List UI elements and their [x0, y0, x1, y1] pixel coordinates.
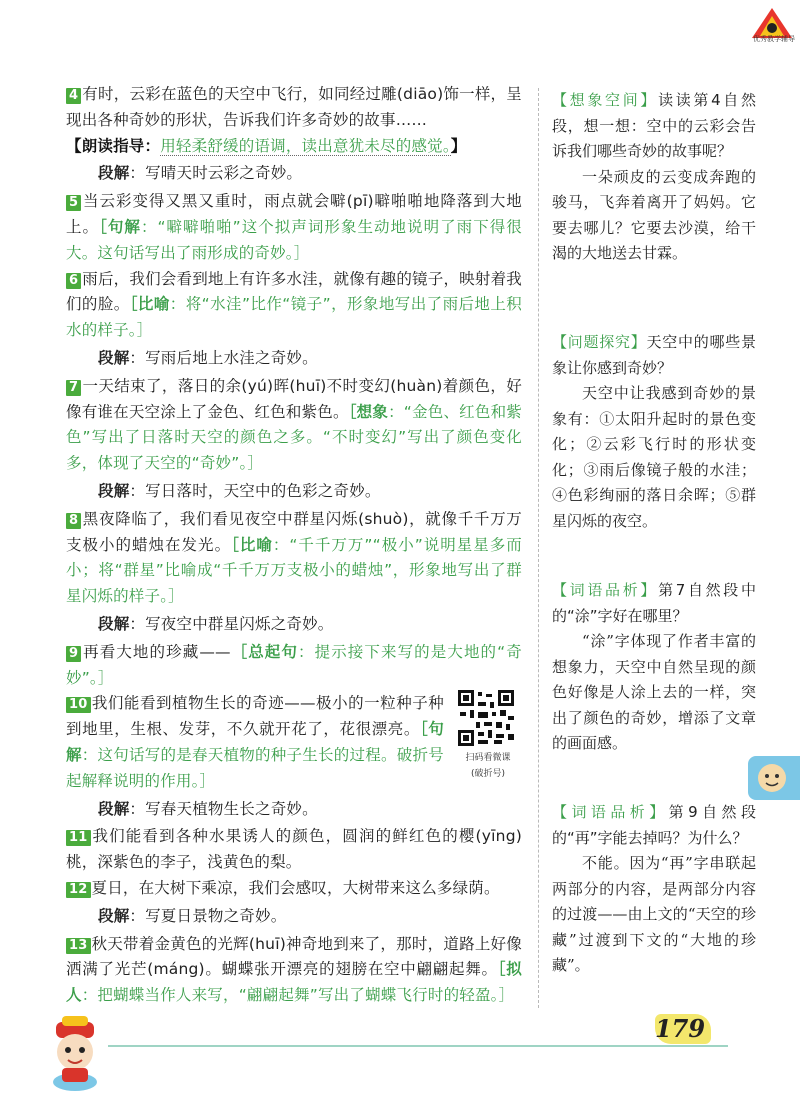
section-summary: 段解：写晴天时云彩之奇妙。	[98, 164, 303, 183]
paragraph-6: 6 雨后，我们会看到地上有许多水洼，就像有趣的镜子，映射着我们的脸。［比喻：将“水洼”比作“镜子”，形象地写出了雨后地上积水的样子。］	[66, 269, 522, 340]
footer-line	[108, 1045, 728, 1047]
paragraph-8: 8 黑夜降临了，我们看见夜空中群星闪烁(shuò)，就像千千万万支极小的蜡烛在发光。［比喻：“千千万万”“极小”说明星星多而小；将“群星”比喻成“千千万万支极小的蜡烛”，形象地写出了群星闪烁的样子。］	[66, 509, 522, 606]
paragraph-12: 12 夏日，在大树下乘凉，我们会感叹，大树带来这么多绿荫。	[66, 876, 522, 902]
paragraph-13: 13 秋天带着金黄色的光辉(huī)神奇地到来了，那时，道路上好像洒满了光芒(máng)。蝴蝶张开漂亮的翅膀在空中翩翩起舞。［拟人：把蝴蝶当作人来写，“翩翩起舞”写出了蝴蝶飞行时的轻盈。］	[66, 934, 522, 1005]
paragraph-5: 5 当云彩变得又黑又重时，雨点就会噼(pī)噼啪啪地降落到大地上。［句解：“噼噼啪啪”这个拟声词形象生动地说明了雨下得很大。这句话写出了雨形成的奇妙。］	[66, 192, 522, 262]
main-text	[66, 82, 522, 1009]
reading-guide: 【朗读指导：用轻柔舒缓的语调，读出意犹未尽的感觉。】	[66, 136, 467, 155]
logo-text: 优秀教学辅导	[753, 35, 795, 43]
sidebar-word-analysis-1: 【词语品析】第7自然段中的“涂”字好在哪里？ “涂”字体现了作者丰富的想象力，天空中自然呈现的颜色好像是人涂上去的一样，突出了颜色的奇妙，增添了文章的画面感。	[552, 581, 756, 752]
section-summary: 段解：写日落时，天空中的色彩之奇妙。	[98, 481, 381, 500]
qr-sub-label: (破折号)	[470, 769, 506, 779]
column-divider	[538, 88, 539, 1008]
chapter-tab	[748, 756, 800, 800]
mascot-character-icon	[40, 1012, 110, 1092]
sidebar-imagination: 【想象空间】读读第4自然段，想一想：空中的云彩会告诉我们哪些奇妙的故事呢？ 一朵顽皮的云变成奔跑的骏马，飞奔着离开了妈妈。它要去哪儿？它要去沙漠，给干渴的大地送去甘霖。	[552, 91, 756, 262]
sidebar-word-analysis-2: 【词语品析】第9自然段的“再”字能去掉吗？为什么？ 不能。因为“再”字串联起两部分的内容，是两部分内容的过渡——由上文的“天空的珍藏”过渡到下文的“大地的珍藏”。	[552, 803, 756, 974]
paragraph-7: 7 一天结束了，落日的余(yú)晖(huī)不时变幻(huàn)着颜色，好像有谁在天空涂上了金色、红色和紫色。［想象：“金色、红色和紫色”写出了日落时天空的颜色之多。“不时变幻”写出了颜色变化多，体现了天空的“奇妙”。］	[66, 376, 522, 473]
paragraph-11: 11 我们能看到各种水果诱人的颜色，圆润的鲜红色的樱(yīng)桃，深紫色的李子，浅黄色的梨。	[66, 827, 522, 872]
section-summary: 段解：写夏日景物之奇妙。	[98, 906, 287, 925]
paragraph-9: 9 再看大地的珍藏——［总起句：提示接下来写的是大地的“奇妙”。］	[66, 642, 522, 687]
page-number: 179	[654, 1014, 706, 1043]
mascot-face-icon	[754, 760, 790, 796]
section-summary: 段解：写雨后地上水洼之奇妙。	[98, 348, 318, 367]
sidebar-inquiry: 【问题探究】天空中的哪些景象让你感到奇妙？ 天空中让我感到奇妙的景象有：①太阳升起时的景色变化；②云彩飞行时的形状变化；③雨后像镜子般的水洼；④色彩绚丽的落日余晖；⑤群星闪烁的夜空。	[552, 333, 756, 530]
paragraph-10: 10 我们能看到植物生长的奇迹——极小的一粒种子种到地里，生根、发芽，不久就开花了，花很漂亮。［句解：这句话写的是春天植物的种子生长的过程。破折号起解释说明的作用。］	[66, 694, 445, 790]
section-summary: 段解：写夜空中群星闪烁之奇妙。	[98, 614, 334, 633]
paragraph-4: 4 有时，云彩在蓝色的天空中飞行，如同经过雕(diāo)饰一样，呈现出各种奇妙的形状，告诉我们许多奇妙的故事……	[66, 85, 522, 129]
qr-label: 扫码看微课	[465, 753, 511, 763]
section-summary: 段解：写春天植物生长之奇妙。	[98, 799, 318, 818]
qr-code-icon[interactable]	[456, 688, 516, 748]
